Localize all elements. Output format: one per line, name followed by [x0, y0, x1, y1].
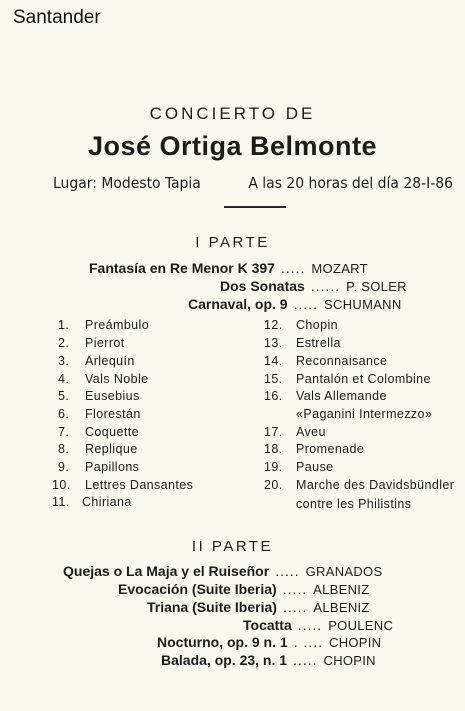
program-item [63, 563, 382, 579]
movement-number: 12. [264, 318, 283, 332]
work-title: Tocatta [243, 617, 292, 633]
movement-name: Coquette [85, 425, 139, 439]
movement-number: 9. [58, 460, 70, 474]
movement-number: 13. [264, 336, 283, 350]
movement-number: 19. [264, 460, 283, 474]
work-title: Evocación (Suite Iberia) [118, 581, 277, 597]
program-item [89, 260, 368, 276]
part-two-heading: II PARTE [191, 538, 274, 555]
movement-number: 10. [52, 478, 71, 492]
composer: CHOPIN [323, 653, 376, 668]
movement-name: Pantalón et Colombine [296, 372, 431, 386]
movement-name: Marche des Davidsbündler [296, 478, 455, 492]
movement-number: 2. [58, 336, 70, 350]
leader-dots: ..... [293, 652, 318, 668]
movement-name: contre les Philistins [296, 497, 412, 511]
work-title: Carnaval, op. 9 [188, 296, 288, 312]
movement-name: Promenade [296, 442, 365, 456]
movement-name: Estrella [296, 336, 341, 350]
movement-number: 18. [264, 442, 283, 456]
composer: P. SOLER [346, 279, 407, 294]
movement-number: 20. [264, 478, 283, 492]
corner-label: Santander [13, 7, 101, 28]
leader-dots: ..... [280, 260, 306, 276]
movement-name: Chopin [296, 318, 339, 332]
movement-number: 5. [58, 389, 70, 403]
divider [224, 206, 286, 208]
movement-name: Pause [296, 460, 334, 474]
composer: ALBENIZ [313, 582, 370, 597]
work-title: Balada, op. 23, n. 1 [161, 652, 288, 668]
movement-number: 11. [52, 495, 70, 509]
program-item [161, 652, 376, 668]
movement-number: 17. [264, 425, 283, 439]
program-item [220, 278, 407, 294]
movement-number: 14. [264, 354, 283, 368]
movement-name: Papillons [85, 460, 140, 474]
composer: MOZART [311, 261, 368, 276]
movement-name: «Paganini Intermezzo» [296, 407, 433, 421]
program-item [188, 296, 402, 312]
composer: GRANADOS [305, 564, 383, 579]
leader-dots: . .... [293, 634, 324, 650]
work-title: Nocturno, op. 9 n. 1 [157, 634, 288, 650]
movement-name: Pierrot [85, 336, 125, 350]
leader-dots: ..... [282, 599, 308, 615]
movement-number: 7. [58, 425, 70, 439]
program-item [147, 599, 370, 615]
part-one-heading: I PARTE [195, 234, 270, 251]
movement-name: Replique [85, 442, 138, 456]
movement-name: Florestán [85, 407, 141, 421]
performer-name: José Ortiga Belmonte [87, 131, 378, 161]
movement-name: Lettres Dansantes [85, 478, 194, 492]
movement-number: 1. [58, 318, 70, 332]
leader-dots: ..... [293, 296, 319, 312]
program-item [118, 581, 369, 597]
movement-number: 16. [264, 389, 283, 403]
composer: SCHUMANN [324, 297, 402, 312]
composer: POULENC [328, 618, 394, 633]
venue-line [53, 174, 453, 192]
composer: CHOPIN [329, 635, 382, 650]
movement-name: Chiriana [82, 495, 132, 509]
venue: Lugar: Modesto Tapia [53, 174, 201, 192]
movement-number: 4. [58, 372, 70, 386]
leader-dots: ..... [275, 563, 300, 579]
composer: ALBENIZ [313, 600, 370, 615]
movement-name: Arlequín [85, 354, 135, 368]
movement-name: Preámbulo [85, 318, 150, 332]
leader-dots: ...... [310, 278, 341, 294]
program-item [157, 634, 381, 650]
movement-name: Aveu [296, 425, 326, 439]
work-title: Quejas o La Maja y el Ruiseñor [63, 563, 270, 579]
movement-name: Eusebius [85, 389, 140, 403]
movement-number: 15. [264, 372, 283, 386]
work-title: Dos Sonatas [220, 278, 305, 294]
work-title: Triana (Suite Iberia) [147, 599, 277, 615]
movement-number: 8. [58, 442, 70, 456]
concert-title: CONCIERTO DE [149, 104, 316, 123]
movement-name: Vals Allemande [296, 389, 387, 403]
movement-number: 6. [58, 407, 70, 421]
work-title: Fantasía en Re Menor K 397 [89, 260, 275, 276]
program-item [243, 617, 393, 633]
movement-number: 3. [58, 354, 70, 368]
leader-dots: ..... [297, 617, 323, 633]
movement-name: Vals Noble [85, 372, 149, 386]
date-time: A las 20 horas del día 28-I-86 [248, 174, 453, 192]
movement-name: Reconnaisance [296, 354, 388, 368]
leader-dots: ..... [282, 581, 308, 597]
